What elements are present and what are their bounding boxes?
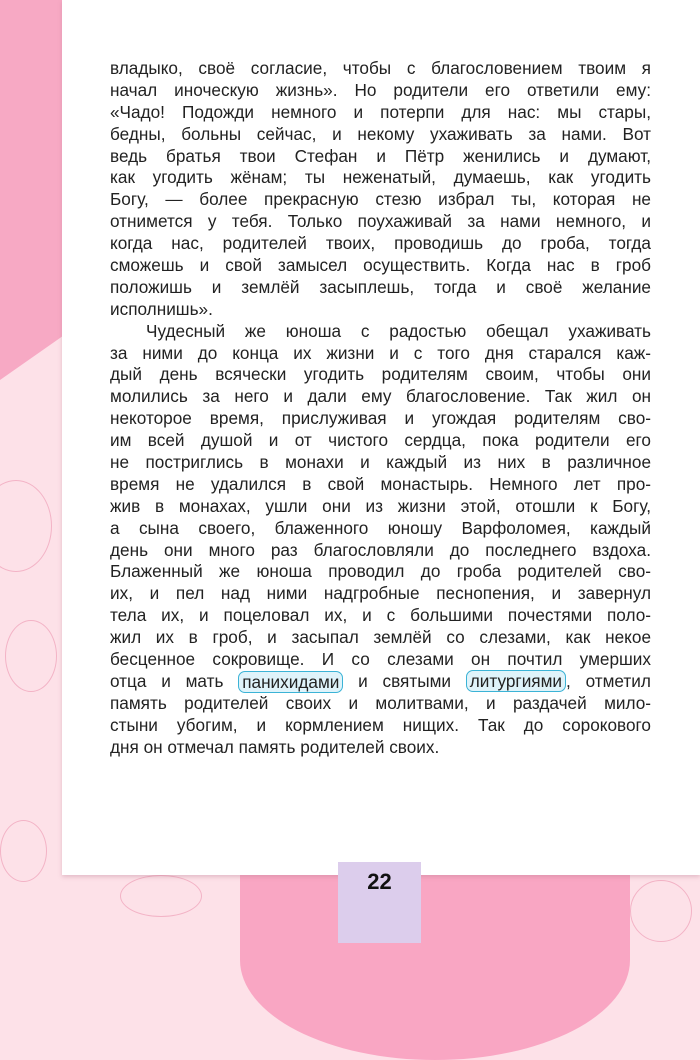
ornament-swirl bbox=[0, 820, 47, 882]
punctuation: , bbox=[566, 670, 571, 691]
ornament-swirl bbox=[630, 880, 692, 942]
body-text bbox=[110, 58, 651, 759]
text-line: некоторое время, прислуживая и угождая родителям сво- bbox=[110, 408, 651, 429]
text-line: жил их в гроб, и засыпал землёй со слезами, как некое bbox=[110, 627, 651, 648]
text-line: владыко, своё согласие, чтобы с благословением твоим я bbox=[110, 58, 651, 78]
text-line: когда нас, родителей твоих, проводишь до гроба, тогда bbox=[110, 233, 651, 254]
text-line: бедны, больны сейчас, и некому ухаживать за нами. Вот bbox=[110, 123, 651, 144]
text-line: Блаженный же юноша проводил до гроба родителей сво- bbox=[110, 561, 651, 582]
text-line: ведь братья твои Стефан и Пётр женились и думают, bbox=[110, 145, 651, 166]
text-line: тела их, и поцеловал их, и с большими почестями поло- bbox=[110, 605, 651, 626]
background-bottom-blob bbox=[240, 860, 630, 1060]
text-line: жив в монахах, ушли они из жизни этой, отошли к Богу, bbox=[110, 495, 651, 516]
text-line: дый день всячески угодить родителям своим, чтобы они bbox=[110, 364, 651, 385]
text-line: сможешь и свой замысел осуществить. Когда нас в гроб bbox=[110, 255, 651, 276]
word: и bbox=[161, 670, 171, 691]
text-line: как угодить жёнам; ты неженатый, думаешь, как угодить bbox=[110, 167, 651, 188]
word: отметил bbox=[585, 670, 651, 691]
text-line: день они много раз благословляли до последнего вздоха. bbox=[110, 539, 651, 560]
word: и bbox=[358, 670, 368, 691]
text-line: память родителей своих и молитвами, и раздачей мило- bbox=[110, 692, 651, 713]
ornament-swirl bbox=[120, 875, 202, 917]
glossary-term-liturgy[interactable]: литургиями bbox=[466, 670, 566, 692]
page-number-tab bbox=[338, 862, 421, 943]
text-line: а сына своего, блаженного юношу Варфоломея, каждый bbox=[110, 517, 651, 538]
text-line: их, и пел над ними надгробные песнопения, и завернул bbox=[110, 583, 651, 604]
text-line: не постриглись в монахи и каждый из них в различное bbox=[110, 452, 651, 473]
text-line: молились за него и дали ему благословение. Так жил он bbox=[110, 386, 651, 407]
word: отца bbox=[110, 670, 147, 691]
text-line: им всей душой и от чистого сердца, пока родители его bbox=[110, 430, 651, 451]
word: мать bbox=[185, 670, 224, 691]
text-line: время не удалился в свой монастырь. Немного лет про- bbox=[110, 473, 651, 494]
text-line-with-terms bbox=[110, 671, 651, 693]
text-line: за ними до конца их жизни и с того дня старался каж- bbox=[110, 342, 651, 363]
text-line: отнимется у тебя. Только поухаживай за нами немного, и bbox=[110, 211, 651, 232]
text-line: бесценное сокровище. И со слезами он почтил умерших bbox=[110, 649, 651, 670]
paragraph-start-line: Чудесный же юноша с радостью обещал ухаживать bbox=[146, 320, 651, 341]
page-number: 22 bbox=[367, 869, 392, 894]
text-line: исполнишь». bbox=[110, 298, 213, 319]
ornament-swirl bbox=[5, 620, 57, 692]
glossary-term-panikhida[interactable]: панихидами bbox=[238, 671, 343, 693]
text-line: стыни убогим, и кормлением нищих. Так до сорокового bbox=[110, 714, 651, 735]
text-line: положишь и землёй засыплешь, тогда и своё желание bbox=[110, 276, 651, 297]
text-line: дня он отмечал память родителей своих. bbox=[110, 736, 440, 757]
text-line: начал иноческую жизнь». Но родители его ответили ему: bbox=[110, 79, 651, 100]
text-line: Богу, — более прекрасную стезю избрал ты, которая не bbox=[110, 189, 651, 210]
text-line: «Чадо! Подожди немного и потерпи для нас: мы стары, bbox=[110, 101, 651, 122]
word: святыми bbox=[382, 670, 451, 691]
